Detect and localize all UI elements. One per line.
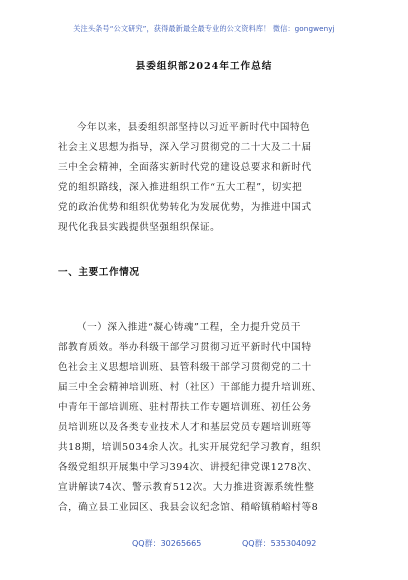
item1-line-1: （一）深入推进“凝心铸魂”工程，全力提升党员干 — [77, 322, 301, 333]
item1-paragraph — [58, 318, 352, 518]
intro-line-4: 党的组织路线，深入推进组织工作“五大工程”，切实把 — [58, 182, 303, 193]
item1-line-2: 部教育质效。举办科级干部学习贯彻习近平新时代中国特 — [58, 342, 312, 353]
section-heading: 一、主要工作情况 — [58, 267, 140, 278]
intro-line-6: 现代化我县实践提供坚强组织保证。 — [58, 222, 221, 233]
item1-line-3: 色社会主义思想培训班、县管科级干部学习贯彻党的二十 — [58, 362, 312, 373]
item1-line-4: 届三中全会精神培训班、村（社区）干部能力提升培训班、 — [58, 382, 322, 393]
item1-line-10: 合，确立县工业园区、我县会议纪念馆、稍峪镇稍峪村等8 — [58, 502, 319, 513]
intro-line-5: 党的政治优势和组织优势转化为发展优势，为推进中国式 — [58, 202, 312, 213]
footer-qq-group-1: QQ群：30265665 — [132, 539, 202, 548]
footer-qq-group-2: QQ群：535304092 — [242, 539, 317, 548]
document-title: 县委组织部2024年工作总结 — [135, 61, 273, 72]
intro-line-1: 今年以来，县委组织部坚持以习近平新时代中国特色 — [77, 122, 311, 133]
item1-line-5: 中青年干部培训班、驻村帮扶工作专题培训班、初任公务 — [58, 402, 312, 413]
intro-line-3: 三中全会精神，全面落实新时代党的建设总要求和新时代 — [58, 162, 312, 173]
intro-paragraph — [58, 118, 352, 238]
header-promo-note: 关注头条号“公文研究”，获得最新最全最专业的公文资料库！ 微信：gongwenyj — [73, 24, 335, 33]
item1-line-7: 共18期，培训5034余人次。扎实开展党纪学习教育，组织 — [58, 442, 322, 453]
item1-line-6: 员培训班以及各类专业技术人才和基层党员专题培训班等 — [58, 422, 312, 433]
item1-line-8: 各级党组织开展集中学习394次、讲授纪律党课1278次、 — [58, 462, 318, 473]
intro-line-2: 社会主义思想为指导，深入学习贯彻党的二十大及二十届 — [58, 142, 312, 153]
item1-line-9: 宣讲解读74次、警示教育512次。大力推进资源系统性整 — [58, 482, 315, 493]
